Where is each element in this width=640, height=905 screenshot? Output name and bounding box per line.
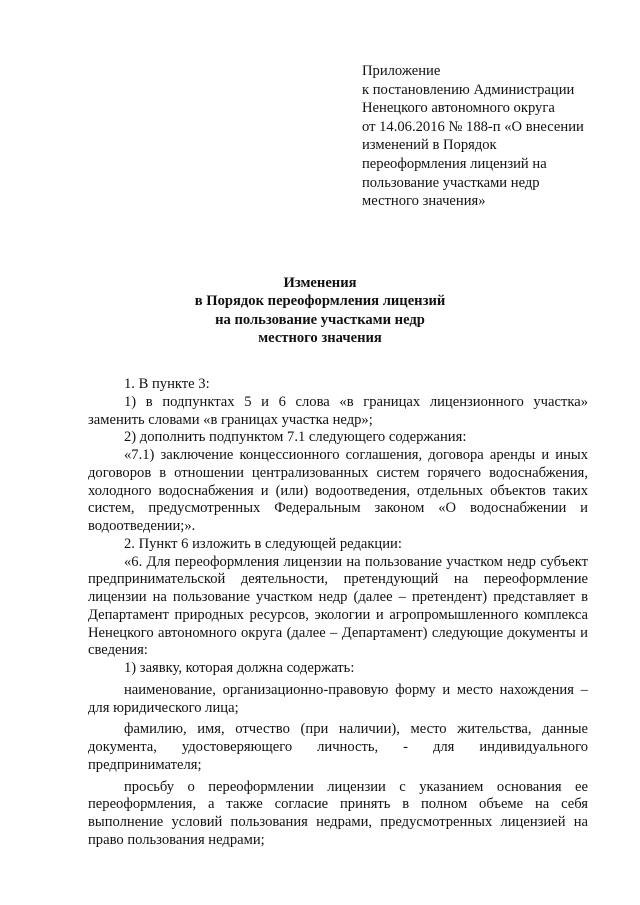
paragraph: «7.1) заключение концессионного соглашения, договора аренды и иных договоров в отношении централизованных систем горячего водоснабжения, холодного водоснабжения и (или) водоотведения, отдельных объектов таких систем, предусмотренных Федеральным законом «О водоснабжении и водоотведении;». — [88, 447, 588, 534]
appendix-line: изменений в Порядок — [362, 137, 497, 154]
document-title — [0, 274, 640, 347]
appendix-header — [362, 62, 612, 211]
title-line: на пользование участками недр — [215, 311, 425, 328]
paragraph: 1) в подпунктах 5 и 6 слова «в границах лицензионного участка» заменить словами «в границах участка недр»; — [88, 393, 588, 428]
document-body — [88, 376, 588, 850]
appendix-line: переоформления лицензий на — [362, 155, 547, 172]
paragraph: 1. В пункте 3: — [124, 376, 210, 392]
title-line: местного значения — [258, 329, 382, 346]
paragraph: 2) дополнить подпунктом 7.1 следующего содержания: — [124, 429, 467, 446]
appendix-line: Приложение — [362, 63, 441, 79]
appendix-line: Ненецкого автономного округа — [362, 100, 555, 117]
paragraph: просьбу о переоформлении лицензии с указанием основания ее переоформления, а также согласие принять в полном объеме на себя выполнение условий пользования недрами, предусмотренных лицензией на право пользования недрами; — [88, 778, 588, 848]
appendix-line: пользование участками недр — [362, 174, 540, 191]
title-line: в Порядок переоформления лицензий — [194, 293, 446, 310]
paragraph: 2. Пункт 6 изложить в следующей редакции: — [124, 535, 402, 552]
paragraph: наименование, организационно-правовую форму и место нахождения – для юридического лица; — [88, 681, 588, 716]
paragraph: фамилию, имя, отчество (при наличии), место жительства, данные документа, удостоверяющего личность, - для индивидуального предпринимателя; — [88, 721, 588, 773]
title-line: Изменения — [283, 275, 357, 291]
appendix-line: к постановлению Администрации — [362, 81, 575, 98]
appendix-line: местного значения» — [362, 193, 486, 210]
appendix-line: от 14.06.2016 № 188-п «О внесении — [362, 118, 584, 135]
paragraph: 1) заявку, которая должна содержать: — [124, 660, 355, 676]
paragraph: «6. Для переоформления лицензии на пользование участком недр субъект предпринимательской деятельности, претендующий на переоформление лицензии на пользование участком недр (далее – претендент) представляет в Департамент природных ресурсов, экологии и агропромышленного комплекса Ненецкого автономного округа (далее – Департамент) следующие документы и сведения: — [88, 553, 588, 659]
